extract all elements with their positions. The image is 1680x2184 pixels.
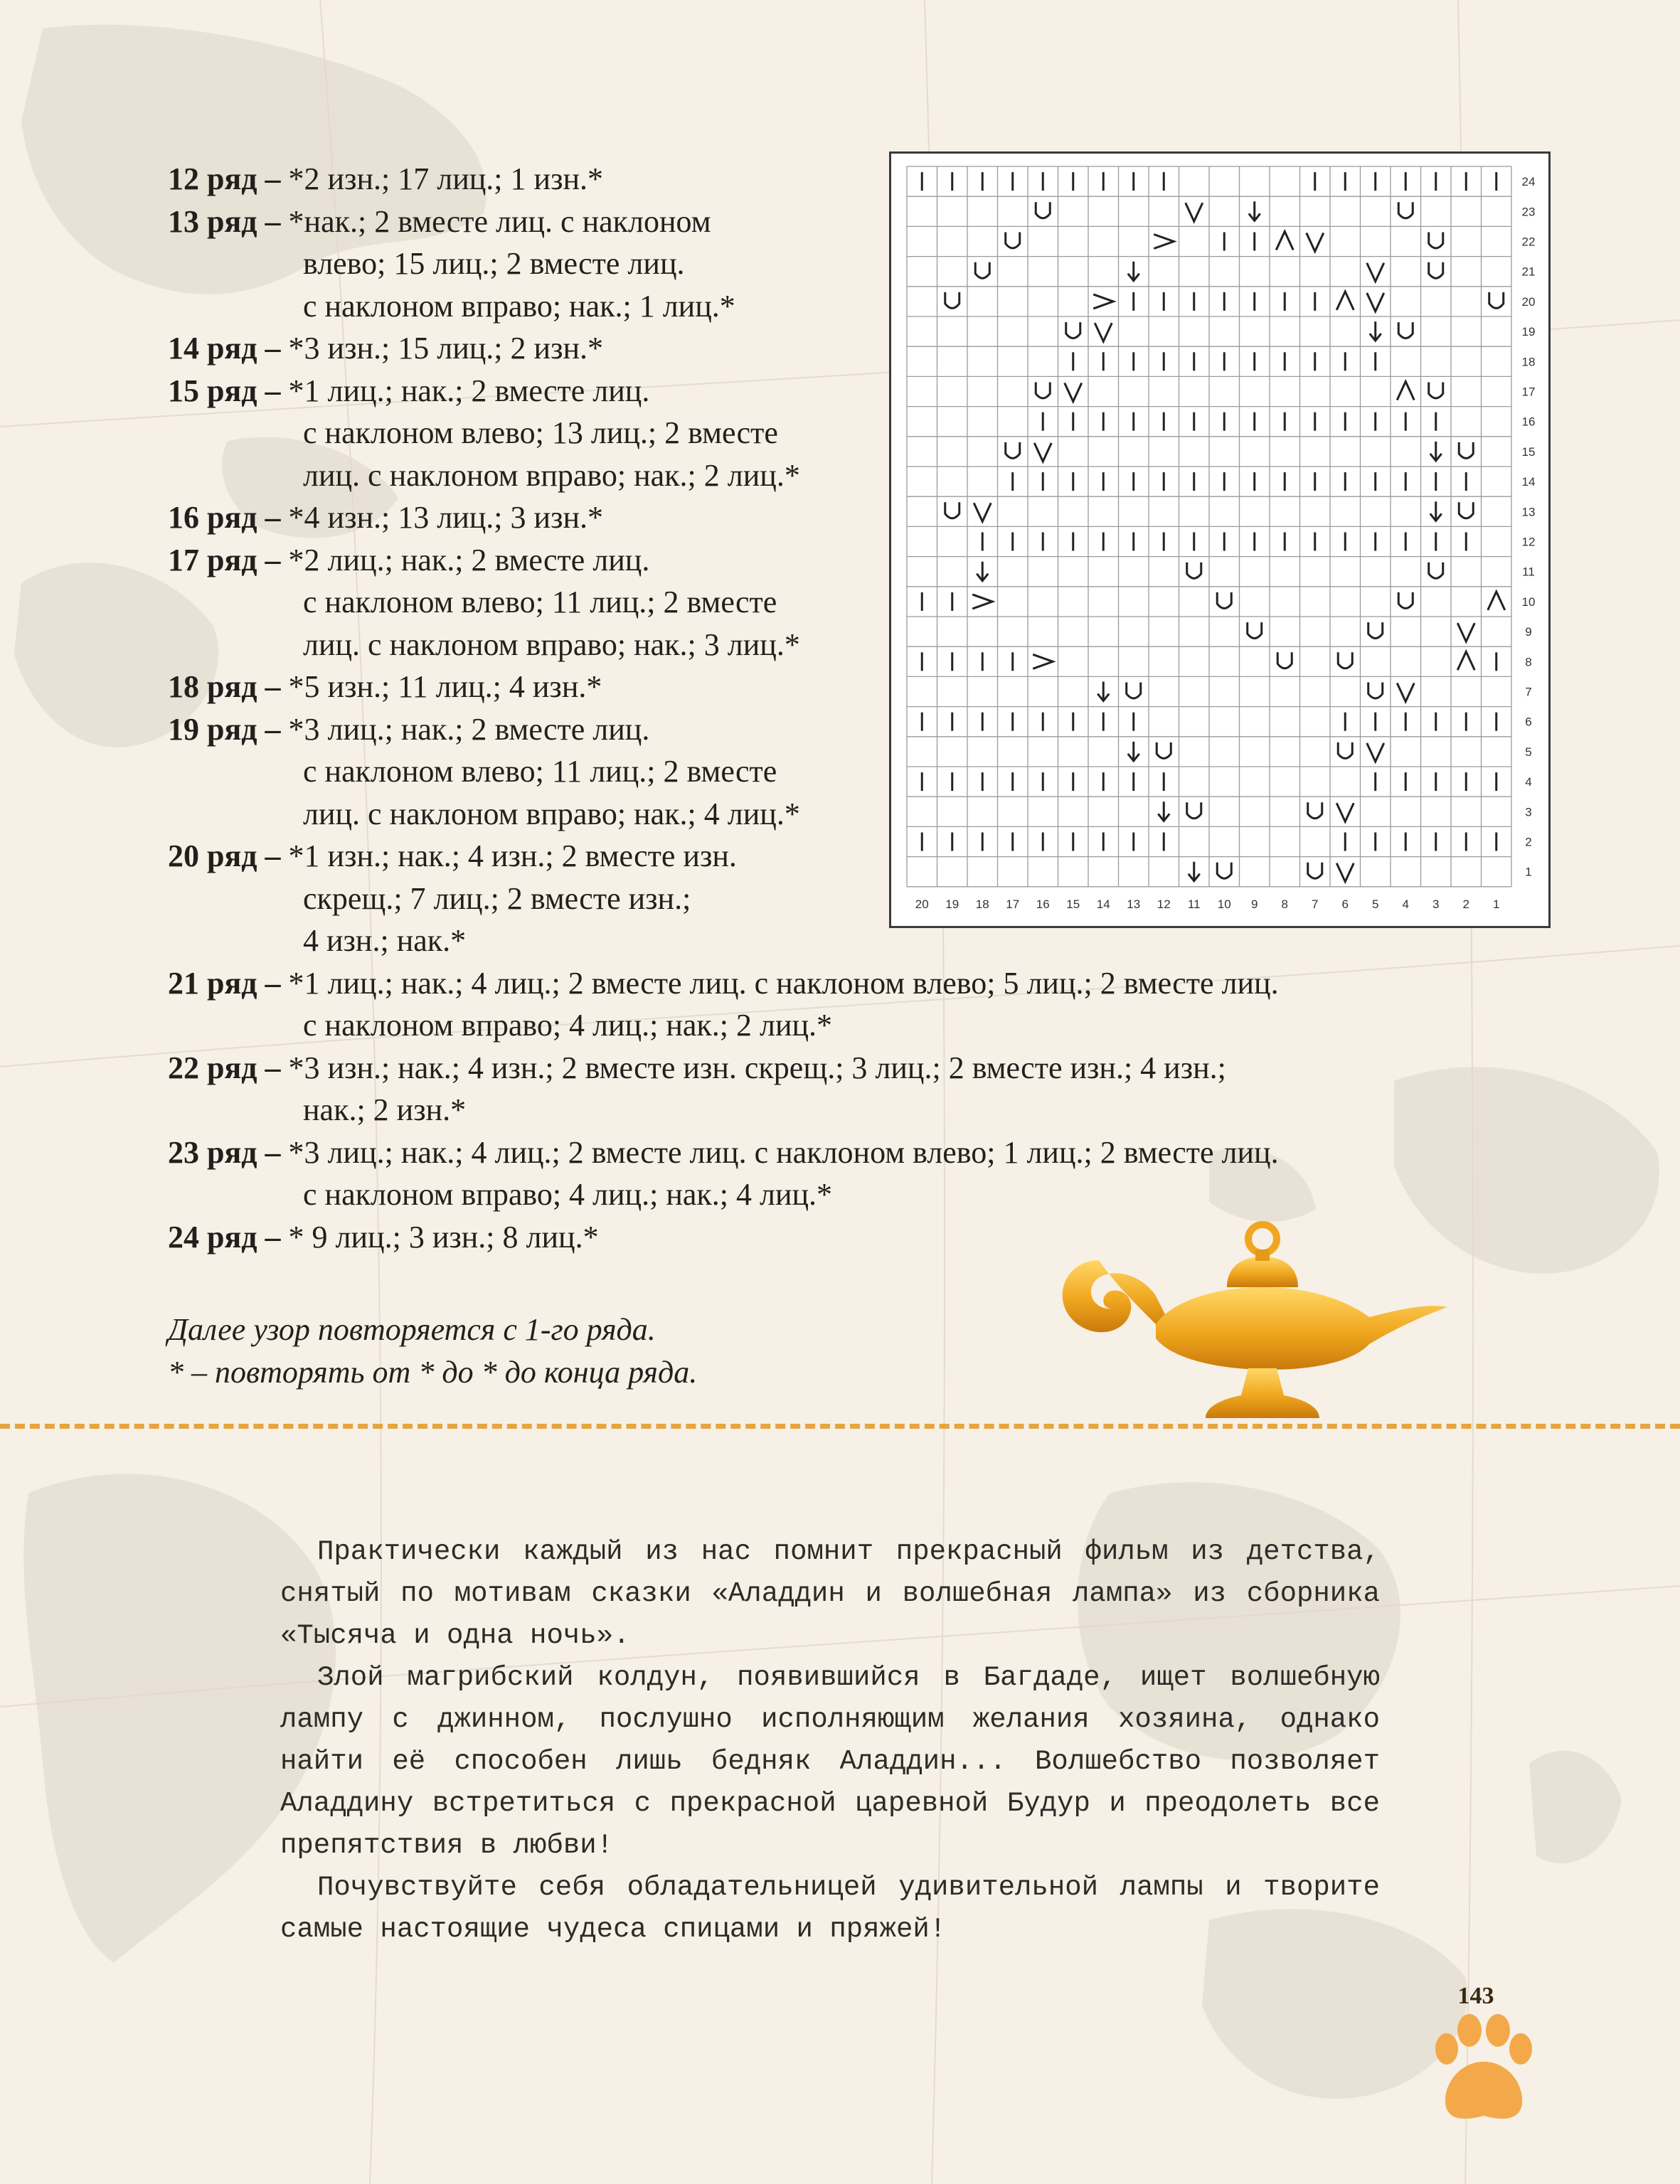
yarn-over-stitch	[1217, 863, 1231, 879]
chart-row-label: 19	[1521, 325, 1536, 339]
decrease-left-stitch	[1336, 292, 1354, 310]
chart-col-label: 7	[1312, 897, 1319, 911]
purl-two-together-stitch	[1189, 862, 1200, 881]
yarn-over-stitch	[1036, 383, 1050, 399]
row-label: 20 ряд –	[168, 838, 281, 873]
chart-col-label: 3	[1432, 897, 1440, 911]
purl-two-together-stitch	[1249, 201, 1260, 220]
pattern-row-21	[168, 962, 1279, 1047]
row-label: 14 ряд –	[168, 331, 281, 366]
decrease-left-stitch	[1488, 592, 1505, 610]
decrease-right-stitch	[1367, 263, 1384, 282]
yarn-over-stitch	[1429, 262, 1443, 279]
cross-purl-two-together-stitch	[1093, 294, 1113, 309]
chart-row-label: 13	[1521, 505, 1536, 519]
row-text: *1 лиц.; нак.; 2 вместе лиц.	[288, 373, 650, 408]
chart-col-label: 19	[945, 897, 959, 911]
chart-col-label: 11	[1187, 897, 1201, 911]
story-paragraph: Почувствуйте себя обладательницей удивительной лампы и творите самые настоящие чудеса спицами и пряжей!	[280, 1872, 1380, 1945]
yarn-over-stitch	[1459, 442, 1473, 459]
row-label: 16 ряд –	[168, 500, 281, 535]
row-text: лиц. с наклоном вправо; нак.; 4 лиц.*	[303, 796, 800, 831]
yarn-over-stitch	[1489, 292, 1504, 309]
row-text: *2 изн.; 17 лиц.; 1 изн.*	[288, 161, 603, 196]
decrease-right-stitch	[1367, 293, 1384, 311]
chart-row-label: 2	[1525, 835, 1532, 849]
chart-row-label: 22	[1521, 235, 1536, 249]
chart-row-label: 11	[1522, 565, 1535, 579]
pattern-row-23	[168, 1131, 1279, 1216]
chart-row-label: 18	[1521, 355, 1536, 369]
chart-row-label: 15	[1521, 444, 1536, 459]
chart-col-label: 8	[1281, 897, 1288, 911]
yarn-over-stitch	[975, 262, 989, 279]
row-label: 23 ряд –	[168, 1134, 281, 1170]
row-text: *5 изн.; 11 лиц.; 4 изн.*	[288, 669, 602, 704]
row-text: *2 лиц.; нак.; 2 вместе лиц.	[288, 542, 650, 577]
dashed-divider	[0, 1424, 1680, 1429]
purl-two-together-stitch	[977, 562, 988, 581]
yarn-over-stitch	[1277, 652, 1292, 668]
yarn-over-stitch	[945, 292, 959, 309]
row-text: *3 лиц.; нак.; 2 вместе лиц.	[288, 711, 650, 747]
chart-row-label: 9	[1525, 625, 1532, 639]
chart-row-label: 20	[1521, 294, 1536, 309]
decrease-right-stitch	[1367, 743, 1384, 762]
yarn-over-stitch	[1368, 622, 1383, 639]
chart-col-label: 2	[1462, 897, 1469, 911]
row-text: нак.; 2 изн.*	[303, 1092, 467, 1127]
chart-row-label: 14	[1521, 475, 1536, 489]
knitting-chart	[889, 151, 1551, 928]
chart-row-label: 16	[1521, 415, 1536, 429]
row-text: 4 изн.; нак.*	[303, 923, 467, 958]
chart-grid	[907, 166, 1511, 887]
yarn-over-stitch	[1338, 742, 1352, 759]
purl-two-together-stitch	[1097, 682, 1109, 701]
purl-two-together-stitch	[1430, 501, 1442, 521]
decrease-left-stitch	[1276, 232, 1293, 250]
chart-col-label: 20	[915, 897, 929, 911]
chart-col-label: 15	[1066, 897, 1080, 911]
row-text: *нак.; 2 вместе лиц. с наклоном	[288, 203, 711, 239]
decrease-right-stitch	[1065, 383, 1082, 402]
yarn-over-stitch	[1217, 592, 1231, 609]
decrease-left-stitch	[1457, 651, 1474, 670]
cross-purl-two-together-stitch	[1154, 235, 1174, 249]
yarn-over-stitch	[1338, 652, 1352, 668]
yarn-over-stitch	[1398, 322, 1413, 339]
page-number: 143	[1457, 1983, 1494, 2009]
decrease-left-stitch	[1397, 382, 1414, 400]
purl-two-together-stitch	[1430, 442, 1442, 461]
yarn-over-stitch	[1036, 202, 1050, 218]
chart-row-label: 21	[1521, 265, 1536, 279]
row-text: *1 изн.; нак.; 4 изн.; 2 вместе изн.	[288, 838, 737, 873]
chart-row-label: 24	[1521, 175, 1536, 189]
row-text: с наклоном влево; 11 лиц.; 2 вместе	[303, 585, 777, 619]
yarn-over-stitch	[1248, 622, 1262, 639]
row-text: с наклоном влево; 13 лиц.; 2 вместе	[303, 415, 778, 450]
row-text: скрещ.; 7 лиц.; 2 вместе изн.;	[303, 880, 691, 916]
chart-row-label: 10	[1521, 595, 1536, 609]
chart-row-label: 6	[1525, 715, 1532, 729]
yarn-over-stitch	[1429, 383, 1443, 399]
cross-purl-two-together-stitch	[1033, 654, 1053, 668]
yarn-over-stitch	[1187, 563, 1201, 579]
yarn-over-stitch	[1066, 322, 1080, 339]
pattern-row-22	[168, 1047, 1279, 1131]
chart-col-label: 17	[1006, 897, 1020, 911]
row-label: 18 ряд –	[168, 669, 281, 704]
yarn-over-stitch	[1368, 683, 1383, 699]
row-text: *3 изн.; нак.; 4 изн.; 2 вместе изн. скрещ.; 3 лиц.; 2 вместе изн.; 4 изн.;	[288, 1050, 1226, 1085]
chart-col-label: 6	[1341, 897, 1349, 911]
asterisk-note: * – повторять от * до * до конца ряда.	[168, 1355, 698, 1390]
decrease-right-stitch	[974, 503, 991, 521]
chart-row-label: 4	[1525, 775, 1532, 789]
yarn-over-stitch	[1398, 592, 1413, 609]
chart-row-label: 1	[1525, 865, 1532, 879]
chart-row-label: 3	[1525, 805, 1532, 819]
chart-col-label: 10	[1217, 897, 1231, 911]
magic-lamp-icon	[1049, 1218, 1447, 1431]
story-text	[280, 1531, 1380, 1951]
purl-two-together-stitch	[1158, 801, 1169, 821]
purl-two-together-stitch	[1128, 742, 1139, 761]
yarn-over-stitch	[1006, 233, 1020, 249]
decrease-right-stitch	[1397, 683, 1414, 702]
chart-col-label: 5	[1372, 897, 1379, 911]
chart-col-label: 14	[1096, 897, 1110, 911]
row-label: 24 ряд –	[168, 1219, 281, 1255]
yarn-over-stitch	[1187, 802, 1201, 819]
decrease-right-stitch	[1034, 443, 1051, 462]
decrease-right-stitch	[1307, 233, 1324, 252]
yarn-over-stitch	[1308, 802, 1322, 819]
decrease-right-stitch	[1095, 323, 1112, 341]
row-text: с наклоном вправо; нак.; 1 лиц.*	[303, 288, 735, 324]
row-text: лиц. с наклоном вправо; нак.; 2 лиц.*	[303, 457, 800, 493]
decrease-right-stitch	[1457, 623, 1474, 641]
row-text: *3 изн.; 15 лиц.; 2 изн.*	[288, 331, 603, 366]
chart-col-label: 13	[1127, 897, 1141, 911]
row-label: 17 ряд –	[168, 542, 281, 577]
row-label: 19 ряд –	[168, 711, 281, 747]
knitting-chart-svg	[891, 154, 1553, 930]
yarn-over-stitch	[1006, 442, 1020, 459]
row-text: *4 изн.; 13 лиц.; 3 изн.*	[288, 500, 603, 535]
row-text: влево; 15 лиц.; 2 вместе лиц.	[303, 246, 685, 281]
yarn-over-stitch	[945, 502, 959, 518]
story-paragraph: Практически каждый из нас помнит прекрасный фильм из детства, снятый по мотивам сказки «Аладдин и волшебная лампа» из сборника «Тысяча и одна ночь».	[280, 1536, 1380, 1651]
row-label: 15 ряд –	[168, 373, 281, 408]
chart-col-label: 16	[1036, 897, 1050, 911]
row-label: 21 ряд –	[168, 965, 281, 1001]
purl-two-together-stitch	[1370, 321, 1381, 341]
chart-row-label: 12	[1521, 535, 1536, 549]
chart-row-label: 8	[1525, 655, 1532, 669]
decrease-right-stitch	[1336, 863, 1354, 882]
chart-row-label: 7	[1525, 685, 1532, 699]
yarn-over-stitch	[1429, 563, 1443, 579]
purl-two-together-stitch	[1128, 262, 1139, 281]
row-text: с наклоном вправо; 4 лиц.; нак.; 2 лиц.*	[303, 1008, 833, 1043]
story-paragraph: Злой магрибский колдун, появившийся в Багдаде, ищет волшебную лампу с джинном, послушно исполняющим желания хозяина, однако найти её способен лишь бедняк Аладдин... Волшебство позволяет Аладдину встретиться с прекрасной царевной Будур и преодолеть все препятствия в любви!	[280, 1662, 1380, 1861]
repeat-note: Далее узор повторяется с 1-го ряда.	[168, 1312, 656, 1347]
yarn-over-stitch	[1459, 502, 1473, 518]
row-text: с наклоном влево; 11 лиц.; 2 вместе	[303, 754, 777, 789]
row-text: *1 лиц.; нак.; 4 лиц.; 2 вместе лиц. с наклоном влево; 5 лиц.; 2 вместе лиц.	[288, 965, 1279, 1001]
yarn-over-stitch	[1157, 742, 1171, 759]
chart-col-label: 12	[1157, 897, 1171, 911]
row-text: с наклоном вправо; 4 лиц.; нак.; 4 лиц.*	[303, 1177, 833, 1212]
decrease-right-stitch	[1336, 803, 1354, 821]
cross-purl-two-together-stitch	[972, 595, 992, 609]
chart-col-label: 1	[1493, 897, 1500, 911]
chart-col-label: 4	[1402, 897, 1409, 911]
row-text: *3 лиц.; нак.; 4 лиц.; 2 вместе лиц. с наклоном влево; 1 лиц.; 2 вместе лиц.	[288, 1134, 1279, 1170]
yarn-over-stitch	[1308, 863, 1322, 879]
chart-col-label: 9	[1251, 897, 1258, 911]
chart-col-label: 18	[975, 897, 989, 911]
pattern-notes	[168, 1309, 697, 1394]
decrease-right-stitch	[1186, 203, 1203, 221]
row-text: * 9 лиц.; 3 изн.; 8 лиц.*	[288, 1219, 599, 1255]
yarn-over-stitch	[1127, 683, 1141, 699]
yarn-over-stitch	[1429, 233, 1443, 249]
yarn-over-stitch	[1398, 202, 1413, 218]
chart-row-label: 17	[1521, 385, 1536, 399]
chart-row-label: 5	[1525, 745, 1532, 759]
paw-print-icon	[1432, 2012, 1539, 2126]
row-text: лиц. с наклоном вправо; нак.; 3 лиц.*	[303, 627, 800, 662]
row-label: 13 ряд –	[168, 203, 281, 239]
row-label: 22 ряд –	[168, 1050, 281, 1085]
row-label: 12 ряд –	[168, 161, 281, 196]
chart-row-label: 23	[1521, 205, 1536, 219]
